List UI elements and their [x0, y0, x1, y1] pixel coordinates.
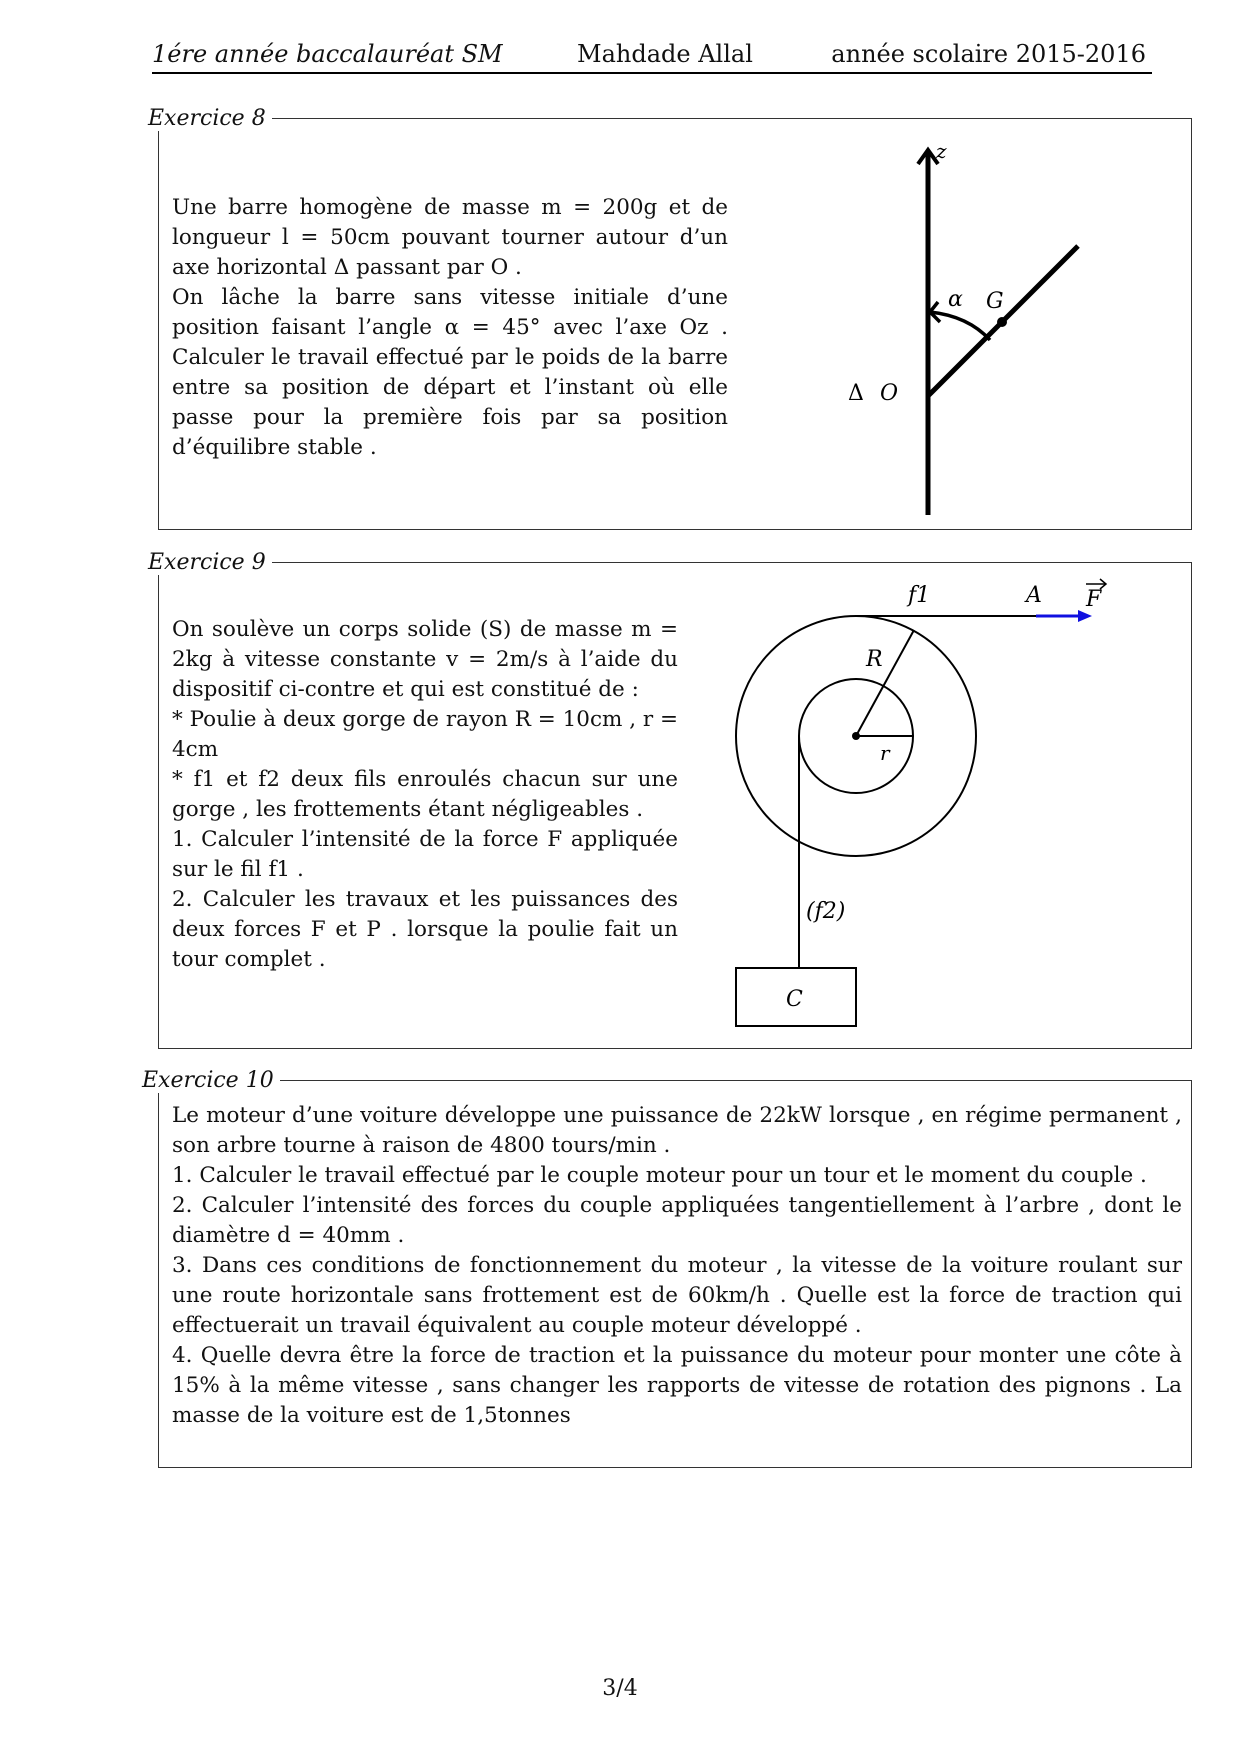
exercise-8-para-2: On lâche la barre sans vitesse initiale d’une position faisant l’angle α = 45° avec l’axe Oz . Calculer le travail effectué par le poids de la barre entre sa position de départ et l’instant où elle passe pour la première fois par sa position d’équilibre stable . [172, 285, 728, 460]
exercise-8-text [172, 193, 728, 463]
exercise-10-line-1: Le moteur d’une voiture développe une puissance de 22kW lorsque , en régime permanent , son arbre tourne à raison de 4800 tours/min . [172, 1103, 1182, 1158]
f1-label: f1 [908, 583, 931, 608]
exercise-8-para-1: Une barre homogène de masse m = 200g et de longueur l = 50cm pouvant tourner autour d’un axe horizontal Δ passant par O . [172, 195, 728, 280]
exercise-10-line-3: 2. Calculer l’intensité des forces du couple appliquées tangentiellement à l’arbre , dont le diamètre d = 40mm . [172, 1193, 1182, 1248]
page-header [152, 38, 1152, 74]
exercise-9-title: Exercice 9 [148, 550, 272, 575]
exercise-10-line-4: 3. Dans ces conditions de fonctionnement du moteur , la vitesse de la voiture roulant sur une route horizontale sans frottement est de 60km/h . Quelle est la force de traction qui effectuerait un travail équivalent au couple moteur développé . [172, 1253, 1182, 1338]
C-label: C [786, 987, 803, 1012]
F-label: F [1086, 587, 1102, 612]
exercise-9-line-5: 2. Calculer les travaux et les puissances des deux forces F et P . lorsque la poulie fait un tour complet . [172, 887, 678, 972]
exercise-10-line-2: 1. Calculer le travail effectué par le couple moteur pour un tour et le moment du couple . [172, 1163, 1147, 1188]
alpha-label: α [948, 287, 963, 312]
exercise-8-figure [820, 140, 1120, 520]
r-label: r [880, 741, 890, 765]
exercise-10-text [172, 1101, 1182, 1431]
page-number: 3/4 [602, 1676, 638, 1701]
exercise-9-figure [720, 570, 1140, 1040]
exercise-9-text [172, 615, 678, 975]
R-label: R [866, 647, 883, 672]
exercise-9-line-4: 1. Calculer l’intensité de la force F appliquée sur le fil f1 . [172, 827, 678, 882]
O-label: O [880, 381, 899, 406]
axis-z-label: z [936, 140, 947, 163]
exercise-10-title: Exercice 10 [142, 1068, 280, 1093]
G-label: G [986, 289, 1004, 314]
header-school-year: année scolaire 2015-2016 [831, 40, 1146, 68]
header-author: Mahdade Allal [577, 40, 753, 68]
exercise-9-line-2: * Poulie à deux gorge de rayon R = 10cm , r = 4cm [172, 707, 679, 762]
f2-label: (f2) [806, 899, 846, 924]
A-label: A [1026, 583, 1042, 608]
exercise-9-line-1: On soulève un corps solide (S) de masse m = 2kg à vitesse constante v = 2m/s à l’aide du dispositif ci-contre et qui est constitué de : [172, 617, 678, 702]
delta-label: Δ [848, 381, 864, 406]
exercise-10-line-5: 4. Quelle devra être la force de traction et la puissance du moteur pour monter une côte à 15% à la même vitesse , sans changer les rapports de vitesse de rotation des pignons . La masse de la voiture est de 1,5tonnes [172, 1343, 1182, 1428]
exercise-8-title: Exercice 8 [148, 106, 272, 131]
exercise-9-line-3: * f1 et f2 deux fils enroulés chacun sur une gorge , les frottements étant négligeables . [172, 767, 678, 822]
header-class: 1ére année baccalauréat SM [152, 40, 503, 68]
